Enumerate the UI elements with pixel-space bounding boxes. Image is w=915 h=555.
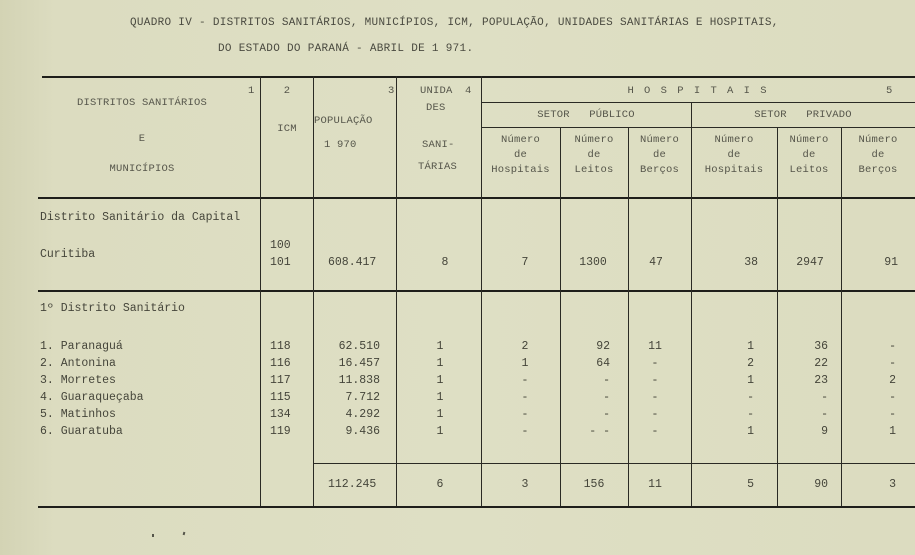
header-setor-privado: SETOR PRIVADO — [754, 109, 852, 121]
pub-bercos: 11 — [648, 340, 662, 353]
totals-top-rule — [313, 463, 915, 464]
total-priv-leitos: 90 — [814, 478, 828, 491]
col-number-4: 4 — [465, 85, 472, 97]
municipio-icm: 118 — [270, 340, 291, 353]
priv-leitos: - — [821, 408, 828, 421]
header-unidades-4: TÁRIAS — [418, 161, 458, 173]
capital-priv-bercos: 91 — [884, 256, 898, 269]
pub-leitos: - — [603, 391, 610, 404]
total-priv-hospitais: 5 — [747, 478, 754, 491]
capital-icm-1: 100 — [270, 239, 291, 252]
municipio-populacao: 9.436 — [345, 425, 380, 438]
priv-leitos: 22 — [814, 357, 828, 370]
pub-bercos: - — [651, 374, 659, 387]
municipio-populacao: 7.712 — [345, 391, 380, 404]
subheader-pub-leitos — [560, 134, 628, 176]
capital-district-label: Distrito Sanitário da Capital — [40, 211, 241, 224]
municipio-name: 6. Guaratuba — [40, 425, 123, 438]
subheader-line: Hospitais — [491, 164, 550, 176]
municipio-unidades: 1 — [436, 374, 444, 387]
subheader-line: de — [802, 149, 816, 161]
priv-leitos: - — [821, 391, 828, 404]
pub-leitos: - — [603, 408, 610, 421]
col-divider — [313, 76, 314, 506]
subheader-line: Berços — [858, 164, 898, 176]
pub-hospitais: - — [521, 391, 529, 404]
header-bottom-rule — [38, 197, 915, 199]
subheader-line: Hospitais — [704, 164, 764, 176]
municipio-name: 4. Guaraqueçaba — [40, 391, 144, 404]
subheader-line: de — [587, 149, 601, 161]
col-divider — [560, 127, 561, 506]
priv-leitos: 9 — [821, 425, 828, 438]
municipio-unidades: 1 — [436, 425, 444, 438]
priv-hospitais: 1 — [747, 425, 754, 438]
pub-bercos: - — [651, 357, 659, 370]
pub-hospitais: 1 — [521, 357, 529, 370]
col-number-2: 2 — [283, 85, 291, 97]
priv-bercos: 2 — [889, 374, 896, 387]
pub-leitos: 64 — [596, 357, 610, 370]
subheader-line: Número — [574, 134, 614, 146]
capital-unidades: 8 — [441, 256, 449, 269]
total-pub-hospitais: 3 — [521, 478, 529, 491]
capital-pub-leitos: 1300 — [579, 256, 607, 269]
table-row — [0, 357, 915, 373]
pub-hospitais: 2 — [521, 340, 529, 353]
header-unidades-2: DES — [426, 102, 446, 114]
capital-municipio: Curitiba — [40, 248, 96, 261]
priv-bercos: 1 — [889, 425, 896, 438]
municipio-name: 2. Antonina — [40, 357, 116, 370]
pub-bercos: - — [651, 408, 659, 421]
col-divider — [260, 76, 261, 506]
capital-pub-bercos: 47 — [649, 256, 663, 269]
subheader-line: Número — [789, 134, 829, 146]
pub-leitos: 92 — [596, 340, 610, 353]
hospitais-rule — [481, 102, 915, 103]
col-number-5: 5 — [886, 85, 893, 97]
district1-label: 1º Distrito Sanitário — [40, 302, 185, 315]
col-number-1: 1 — [248, 85, 255, 97]
municipio-unidades: 1 — [436, 408, 444, 421]
subheader-priv-leitos — [777, 134, 841, 176]
header-unidades-1: UNIDA — [420, 85, 453, 97]
municipio-icm: 116 — [270, 357, 291, 370]
header-icm: ICM — [277, 123, 297, 135]
subheader-line: de — [727, 149, 741, 161]
capital-pub-hospitais: 7 — [521, 256, 529, 269]
pub-bercos: - — [651, 391, 659, 404]
municipio-icm: 115 — [270, 391, 291, 404]
pub-leitos: - - — [589, 425, 610, 438]
table-title-line1: QUADRO IV - DISTRITOS SANITÁRIOS, MUNICÍPIOS, ICM, POPULAÇÃO, UNIDADES SANITÁRIAS E HOSPITAIS, — [130, 17, 779, 29]
municipio-unidades: 1 — [436, 340, 444, 353]
table-row — [0, 408, 915, 424]
capital-priv-leitos: 2947 — [796, 256, 824, 269]
municipio-icm: 119 — [270, 425, 291, 438]
col-divider — [777, 127, 778, 506]
subheader-line: de — [871, 149, 885, 161]
table-row — [0, 340, 915, 356]
capital-populacao: 608.417 — [328, 256, 377, 269]
subheader-pub-hospitais — [481, 134, 560, 176]
priv-hospitais: - — [747, 408, 754, 421]
subheader-priv-bercos — [841, 134, 915, 176]
capital-priv-hospitais: 38 — [744, 256, 758, 269]
table-row — [0, 374, 915, 390]
header-unidades-3: SANI- — [422, 139, 455, 151]
municipio-name: 5. Matinhos — [40, 408, 116, 421]
setor-rule — [481, 127, 915, 128]
subheader-line: Leitos — [789, 164, 829, 176]
col-number-3: 3 — [388, 85, 395, 97]
priv-hospitais: - — [747, 391, 754, 404]
header-hospitais: H O S P I T A I S — [627, 85, 769, 97]
header-populacao-year: 1 970 — [324, 139, 357, 151]
subheader-line: Número — [858, 134, 898, 146]
municipio-unidades: 1 — [436, 357, 444, 370]
subheader-line: Número — [714, 134, 754, 146]
pub-hospitais: - — [521, 408, 529, 421]
table-row — [0, 425, 915, 441]
priv-leitos: 23 — [814, 374, 828, 387]
scan-speck — [152, 534, 154, 537]
header-e: E — [138, 133, 146, 145]
municipio-icm: 134 — [270, 408, 291, 421]
municipio-populacao: 62.510 — [338, 340, 380, 353]
subheader-priv-hospitais — [691, 134, 777, 176]
scan-speck — [183, 532, 186, 535]
table-bottom-rule — [38, 506, 915, 508]
total-unidades: 6 — [436, 478, 444, 491]
table-title-line2: DO ESTADO DO PARANÁ - ABRIL DE 1 971. — [218, 43, 474, 55]
table-row — [0, 391, 915, 407]
priv-bercos: - — [889, 357, 896, 370]
subheader-line: Número — [500, 134, 540, 146]
capital-icm-2: 101 — [270, 256, 291, 269]
totals-row — [0, 478, 915, 494]
municipio-icm: 117 — [270, 374, 291, 387]
subheader-line: Leitos — [574, 164, 614, 176]
municipio-unidades: 1 — [436, 391, 444, 404]
header-municipios: MUNICÍPIOS — [109, 163, 175, 175]
pub-leitos: - — [603, 374, 610, 387]
subheader-line: Berços — [639, 164, 679, 176]
total-pub-leitos: 156 — [583, 478, 605, 491]
header-distritos: DISTRITOS SANITÁRIOS — [76, 97, 208, 109]
municipio-populacao: 4.292 — [345, 408, 380, 421]
capital-bottom-rule — [38, 290, 915, 292]
table-top-rule — [42, 76, 915, 78]
municipio-name: 1. Paranaguá — [40, 340, 123, 353]
priv-hospitais: 1 — [747, 374, 754, 387]
pub-bercos: - — [651, 425, 659, 438]
municipio-populacao: 16.457 — [338, 357, 380, 370]
priv-bercos: - — [889, 391, 896, 404]
municipio-populacao: 11.838 — [338, 374, 380, 387]
municipio-name: 3. Morretes — [40, 374, 116, 387]
header-setor-publico: SETOR PÚBLICO — [537, 109, 635, 121]
subheader-line: de — [513, 149, 527, 161]
priv-hospitais: 1 — [747, 340, 754, 353]
priv-bercos: - — [889, 340, 896, 353]
col-divider — [396, 76, 397, 506]
total-pub-bercos: 11 — [648, 478, 662, 491]
pub-hospitais: - — [521, 374, 529, 387]
priv-leitos: 36 — [814, 340, 828, 353]
col-divider — [841, 127, 842, 506]
total-populacao: 112.245 — [328, 478, 377, 491]
header-populacao: POPULAÇÃO — [314, 115, 373, 127]
subheader-line: Número — [639, 134, 679, 146]
priv-hospitais: 2 — [747, 357, 754, 370]
subheader-line: de — [652, 149, 666, 161]
total-priv-bercos: 3 — [889, 478, 896, 491]
col-divider — [628, 127, 629, 506]
pub-hospitais: - — [521, 425, 529, 438]
priv-bercos: - — [889, 408, 896, 421]
subheader-pub-bercos — [628, 134, 691, 176]
